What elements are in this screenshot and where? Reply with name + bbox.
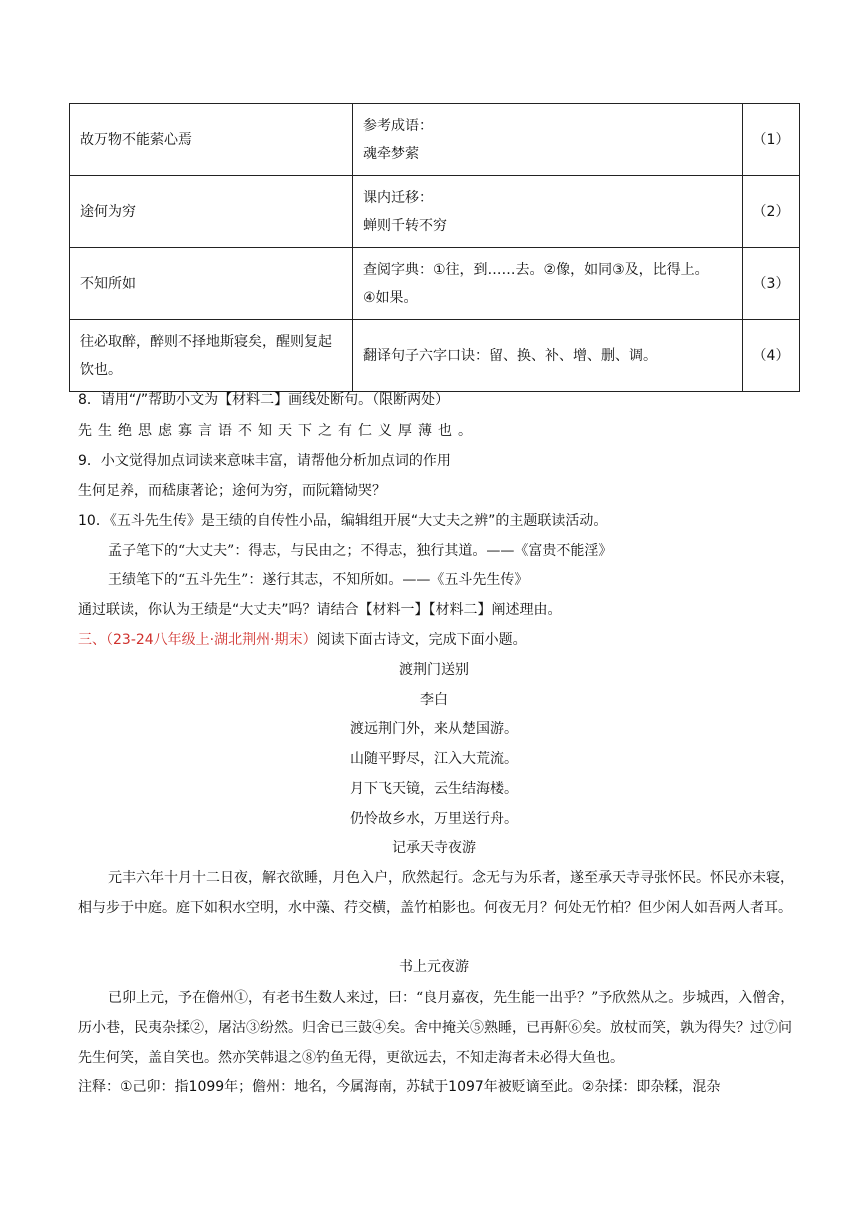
method-cell xyxy=(353,320,743,392)
prose-2-paragraph: 已卯上元，予在儋州①，有老书生数人来过，曰：“良月嘉夜，先生能一出乎？”予欣然从之。步城西，入僧舍，历小巷，民夷杂揉②，屠沽③纷然。归舍已三鼓④矣。舍中掩关⑤熟睡，已再鼾⑥矣。放杖而笑，孰为得失？过⑦问先生何笑，盖自笑也。然亦笑韩退之⑧钓鱼无得，更欲远去，不知走海者未必得大鱼也。 xyxy=(78,990,795,1066)
method-cell xyxy=(353,104,743,176)
question-8-sentence: 先生绝思虑寡言语不知天下之有仁义厚薄也。 xyxy=(78,423,478,439)
question-10-quote-wangji: 王绩笔下的“五斗先生”：遂行其志，不知所如。——《五斗先生传》 xyxy=(108,572,529,588)
study-method-table xyxy=(69,103,800,392)
phrase-cell: 往必取醉，醉则不择地斯寝矣，醒则复起饮也。 xyxy=(70,320,353,392)
method-body: ④如果。 xyxy=(363,289,418,306)
table-row xyxy=(70,248,800,320)
poem-title: 渡荆门送别 xyxy=(399,662,469,678)
poem-author: 李白 xyxy=(420,692,448,708)
method-body: 魂牵梦萦 xyxy=(363,145,419,162)
prose-2-text xyxy=(78,983,798,1073)
method-title: 课内迁移： xyxy=(363,189,433,206)
prose-1-text xyxy=(78,863,798,923)
question-9-sentence: 生何足养，而嵇康著论；途何为穷，而阮籍恸哭？ xyxy=(78,483,386,499)
prose-2-title: 书上元夜游 xyxy=(399,959,469,975)
question-8-prompt: 8．请用“/”帮助小文为【材料二】画线处断句。（限断两处） xyxy=(78,392,450,408)
phrase-cell: 不知所如 xyxy=(70,248,353,320)
prose-1-title: 记承天寺夜游 xyxy=(392,840,476,856)
poem-line: 山随平野尽，江入大荒流。 xyxy=(350,751,518,767)
question-10-quote-mencius: 孟子笔下的“大丈夫”：得志，与民由之；不得志，独行其道。——《富贵不能淫》 xyxy=(108,543,613,559)
table-row xyxy=(70,104,800,176)
section-3-heading xyxy=(78,630,527,650)
answer-number: （3） xyxy=(743,248,800,320)
phrase-cell: 途何为穷 xyxy=(70,176,353,248)
notes-line: 注释：①己卯：指1099年；儋州：地名，今属海南，苏轼于1097年被贬谪至此。②杂揉：即杂糅，混杂 xyxy=(78,1079,721,1095)
table-row xyxy=(70,320,800,392)
prose-1-paragraph: 元丰六年十月十二日夜，解衣欲睡，月色入户，欣然起行。念无与为乐者，遂至承天寺寻张怀民。怀民亦未寝，相与步于中庭。庭下如积水空明，水中藻、荇交横，盖竹柏影也。何夜无月？何处无竹柏？但少闲人如吾两人者耳。 xyxy=(78,870,794,916)
method-title: 参考成语： xyxy=(363,117,433,134)
question-10-ask: 通过联读，你认为王绩是“大丈夫”吗？请结合【材料一】【材料二】阐述理由。 xyxy=(78,602,562,618)
question-10-prompt: 10．《五斗先生传》是王绩的自传性小品，编辑组开展“大丈夫之辨”的主题联读活动。 xyxy=(78,513,608,529)
method-title: 翻译句子六字口诀：留、换、补、增、删、调。 xyxy=(363,347,657,364)
table-row xyxy=(70,176,800,248)
poem-line: 仍怜故乡水，万里送行舟。 xyxy=(350,811,518,827)
section-3-source: （23-24八年级上·湖北荆州·期末） xyxy=(106,632,317,648)
method-title: 查阅字典：①往，到……去。②像，如同③及，比得上。 xyxy=(363,261,709,278)
answer-number: （2） xyxy=(743,176,800,248)
section-3-prefix: 三、 xyxy=(78,632,106,648)
poem-line: 月下飞天镜，云生结海楼。 xyxy=(350,781,518,797)
method-cell xyxy=(353,248,743,320)
poem-line: 渡远荆门外，来从楚国游。 xyxy=(350,721,518,737)
answer-number: （1） xyxy=(743,104,800,176)
phrase-cell: 故万物不能萦心焉 xyxy=(70,104,353,176)
answer-number: （4） xyxy=(743,320,800,392)
method-cell xyxy=(353,176,743,248)
section-3-instruction: 阅读下面古诗文，完成下面小题。 xyxy=(316,632,527,648)
question-9-prompt: 9．小文觉得加点词读来意味丰富，请帮他分析加点词的作用 xyxy=(78,453,451,469)
method-body: 蝉则千转不穷 xyxy=(363,217,447,234)
